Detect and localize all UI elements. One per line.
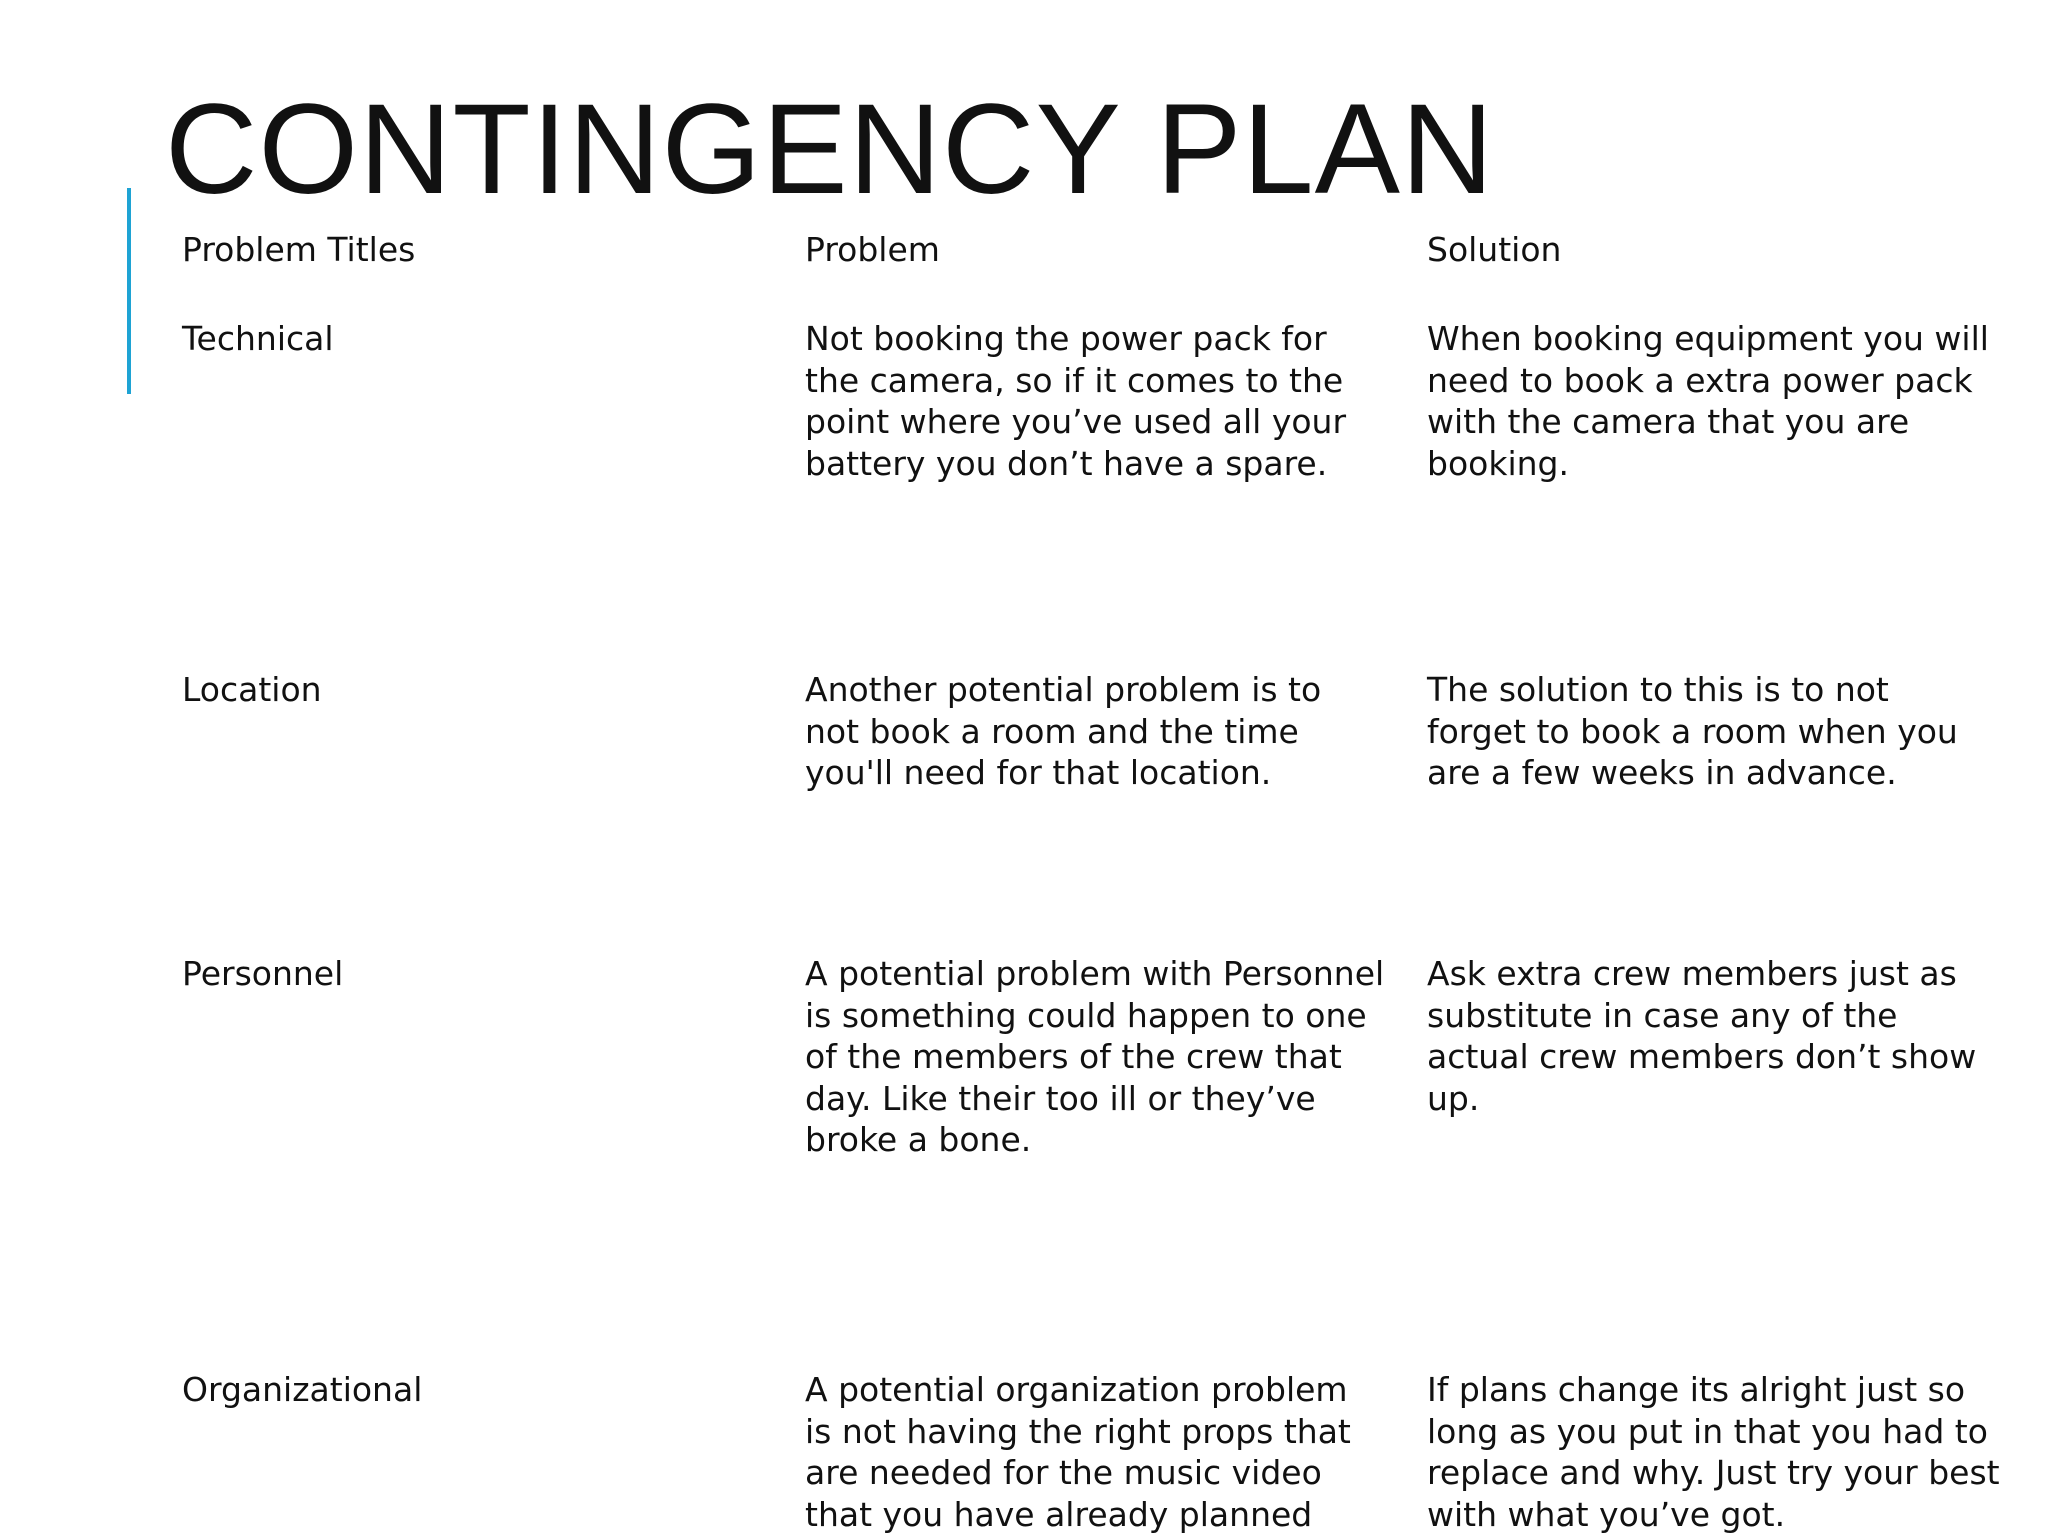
title-accent-bar: [127, 188, 131, 394]
row-solution-personnel: Ask extra crew members just as substitute in case any of the actual crew members don’t show up.: [1427, 954, 1977, 1118]
row-problem-organizational: A potential organization problem is not having the right props that are needed for the music video that you have already planned: [805, 1370, 1351, 1534]
row-title-location: Location: [182, 670, 322, 709]
row-problem-technical: Not booking the power pack for the camera, so if it comes to the point where you’ve used all your battery you don’t have a spare.: [805, 319, 1347, 483]
row-solution-organizational: If plans change its alright just so long as you put in that you had to replace and why. Just try your best with what you’ve got.: [1427, 1370, 2000, 1534]
header-solution: Solution: [1427, 230, 1562, 269]
row-problem-location: Another potential problem is to not book a room and the time you'll need for that location.: [805, 670, 1322, 792]
row-problem-personnel: A potential problem with Personnel is something could happen to one of the members of the crew that day. Like their too ill or they’ve broke a bone.: [805, 954, 1385, 1159]
row-title-technical: Technical: [182, 319, 334, 358]
header-problem: Problem: [805, 230, 940, 269]
slide-title: CONTINGENCY PLAN: [165, 78, 1495, 221]
row-title-organizational: Organizational: [182, 1370, 423, 1409]
header-problem-titles: Problem Titles: [182, 230, 416, 269]
row-title-personnel: Personnel: [182, 954, 344, 993]
row-solution-location: The solution to this is to not forget to book a room when you are a few weeks in advance.: [1427, 670, 1958, 792]
row-solution-technical: When booking equipment you will need to book a extra power pack with the camera that you are booking.: [1427, 319, 1989, 483]
